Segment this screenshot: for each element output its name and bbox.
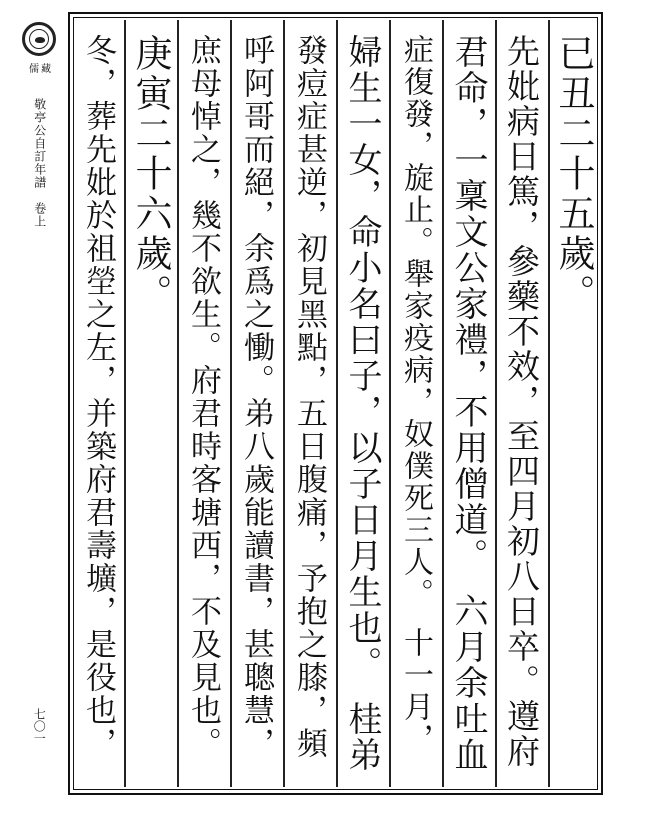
page-folio: 七〇一 bbox=[32, 708, 47, 744]
text-column-4: 症復發，旋止。舉家疫病，奴僕死三人。 十一月， bbox=[398, 34, 433, 755]
column-rule bbox=[177, 20, 179, 787]
text-frame bbox=[68, 12, 603, 795]
text-column-7: 呼阿哥而絕，余爲之慟。弟八歲能讀書，甚聰慧， bbox=[238, 34, 274, 760]
running-head: 敬亭公自訂年譜 卷上 bbox=[32, 98, 47, 228]
text-column-2: 先妣病日篤，參藥不效，至四月初八日卒。遵府 bbox=[502, 34, 541, 769]
collection-seal-icon bbox=[22, 22, 56, 56]
text-column-9: 庚寅二十六歲。 bbox=[129, 34, 172, 314]
text-column-3: 君命，一稟文公家禮，不用僧道。 六月余吐血 bbox=[448, 34, 488, 773]
column-rule bbox=[124, 20, 126, 787]
text-column-6: 發痘症甚逆，初見黑點，五日腹痛，予抱之膝，頻 bbox=[291, 34, 327, 760]
column-rule bbox=[389, 20, 391, 787]
column-rule bbox=[548, 20, 550, 787]
text-column-1: 已丑二十五歲。 bbox=[552, 34, 595, 314]
column-rule bbox=[230, 20, 232, 787]
text-column-10: 冬，葬先妣於祖塋之左，并築府君壽壙，是役也， bbox=[80, 34, 116, 760]
text-column-5: 婦生一女，命小名曰子，以子日月生也。 桂弟 bbox=[342, 34, 382, 773]
column-rule bbox=[283, 20, 285, 787]
column-rule bbox=[442, 20, 444, 787]
column-rule bbox=[336, 20, 338, 787]
text-column-8: 庶母悼之，幾不欲生。府君時客塘西，不及見也。 bbox=[185, 34, 221, 760]
column-rule bbox=[495, 20, 497, 787]
collection-mark: 儒藏 bbox=[29, 64, 53, 75]
